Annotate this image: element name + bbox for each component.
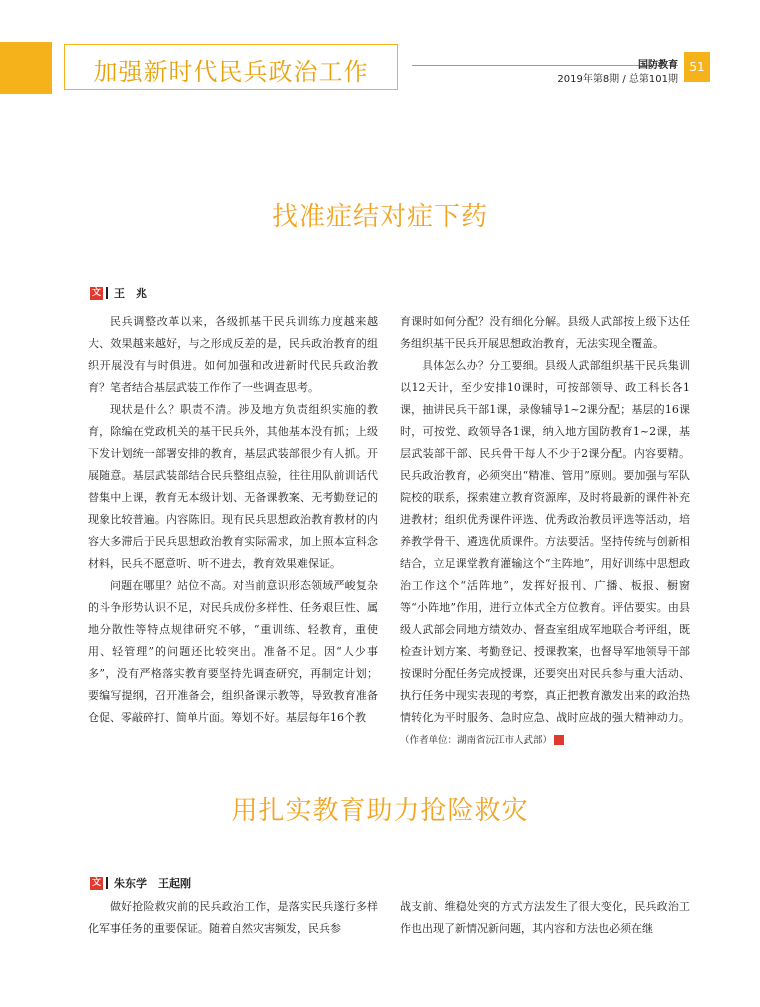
paragraph: 民兵调整改革以来，各级抓基干民兵训练力度越来越大、效果越来越好，与之形成反差的是，民兵政治教育的组织开展没有与时俱进。如何加强和改进新时代民兵政治教育？笔者结合基层武装工作作了一些调查思考。 <box>88 315 378 394</box>
end-mark-icon: G <box>554 735 564 745</box>
article-1-byline <box>90 286 147 300</box>
byline-wen-icon: 文 <box>91 287 101 298</box>
byline-divider <box>106 877 108 889</box>
corner-accent-block <box>0 42 52 94</box>
section-title: 加强新时代民兵政治工作 <box>93 58 369 86</box>
author-affiliation: （作者单位：湖南省沅江市人武部） <box>400 735 553 746</box>
journal-name: 国防教育 <box>638 60 678 71</box>
article-2-byline <box>90 876 191 890</box>
article-1-column-1 <box>88 311 378 724</box>
paragraph: 战支前、维稳处突的方式方法发生了很大变化，民兵政治工作也出现了新情况新问题，其内容和方法也必须在继 <box>400 900 690 935</box>
paragraph <box>400 355 690 752</box>
article-1-title: 找准症结对症下药 <box>271 202 488 232</box>
section-title-box <box>64 44 398 90</box>
paragraph-text: 具体怎么办？分工要细。县级人武部组织基干民兵集训以12天计，至少安排10课时，可按部领导、政工科长各1课，抽讲民兵干部1课，录像辅导1~2课分配；基层的16课时，可按党、政领导各1课，纳入地方国防教育1~2课，基层武装部干部、民兵骨干每人不少于2课分配。内容要精。民兵政治教育，必须突出“精准、管用”原则。要加强与军队院校的联系，探索建立教育资源库，及时将最新的课件补充进教材；组织优秀课件评选、优秀政治教员评选等活动，培养教学骨干、遴选优质课件。方法要活。坚持传统与创新相结合，立足课堂教育灌输这个“主阵地”，用好训练中思想政治工作这个“活阵地”，发挥好报刊、广播、板报、橱窗等“小阵地”作用，进行立体式全方位教育。评估要实。由县级人武部会同地方绩效办、督查室组成军地联合考评组，既检查计划方案、考勤登记、授课教案，也督导军地领导干部按课时分配任务完成授课，还要突出对民兵参与重大活动、执行任务中现实表现的考察，真正把教育激发出来的政治热情转化为平时服务、急时应急、战时应战的强大精神动力。 <box>400 359 690 724</box>
paragraph: 做好抢险救灾前的民兵政治工作，是落实民兵遂行多样化军事任务的重要保证。随着自然灾害频发，民兵参 <box>88 900 378 935</box>
page-number: 51 <box>689 60 705 74</box>
article-2-column-1 <box>88 896 378 942</box>
article-1-author: 王 兆 <box>114 287 147 300</box>
issue-info: 2019年第8期 / 总第101期 <box>557 74 678 85</box>
byline-wen-icon: 文 <box>91 877 101 888</box>
article-1-column-2 <box>400 311 690 746</box>
page-number-tab <box>684 52 710 82</box>
article-2-column-2 <box>400 896 690 942</box>
paragraph: 育课时如何分配？没有细化分解。县级人武部按上级下达任务组织基干民兵开展思想政治教育，无法实现全覆盖。 <box>400 315 690 350</box>
article-2-title: 用扎实教育助力抢险救灾 <box>231 796 529 826</box>
paragraph: 现状是什么？职责不清。涉及地方负责组织实施的教育，除编在党政机关的基干民兵外，其他基本没有抓；上级下发计划统一部署安排的教育，基层武装部很少有人抓。开展随意。基层武装部结合民兵整组点验，往往用队前训话代替集中上课，教育无本级计划、无备课教案、无考勤登记的现象比较普遍。内容陈旧。现有民兵思想政治教育教材的内容大多滞后于民兵思想政治教育实际需求，加上照本宣科念材料，民兵不愿意听、听不进去，教育效果难保证。 <box>88 403 378 570</box>
byline-divider <box>106 287 108 299</box>
paragraph: 问题在哪里？站位不高。对当前意识形态领域严峻复杂的斗争形势认识不足，对民兵成份多样性、任务艰巨性、属地分散性等特点规律研究不够，“重训练、轻教育，重使用、轻管理”的问题还比较突出。准备不足。因“人少事多”，没有严格落实教育要坚持先调查研究，再制定计划；要编写提纲，召开准备会，组织备课示教等，导致教育准备仓促、零敲碎打、简单片面。筹划不好。基层每年16个教 <box>88 579 378 724</box>
article-2-author: 朱东学 王起刚 <box>114 877 191 890</box>
